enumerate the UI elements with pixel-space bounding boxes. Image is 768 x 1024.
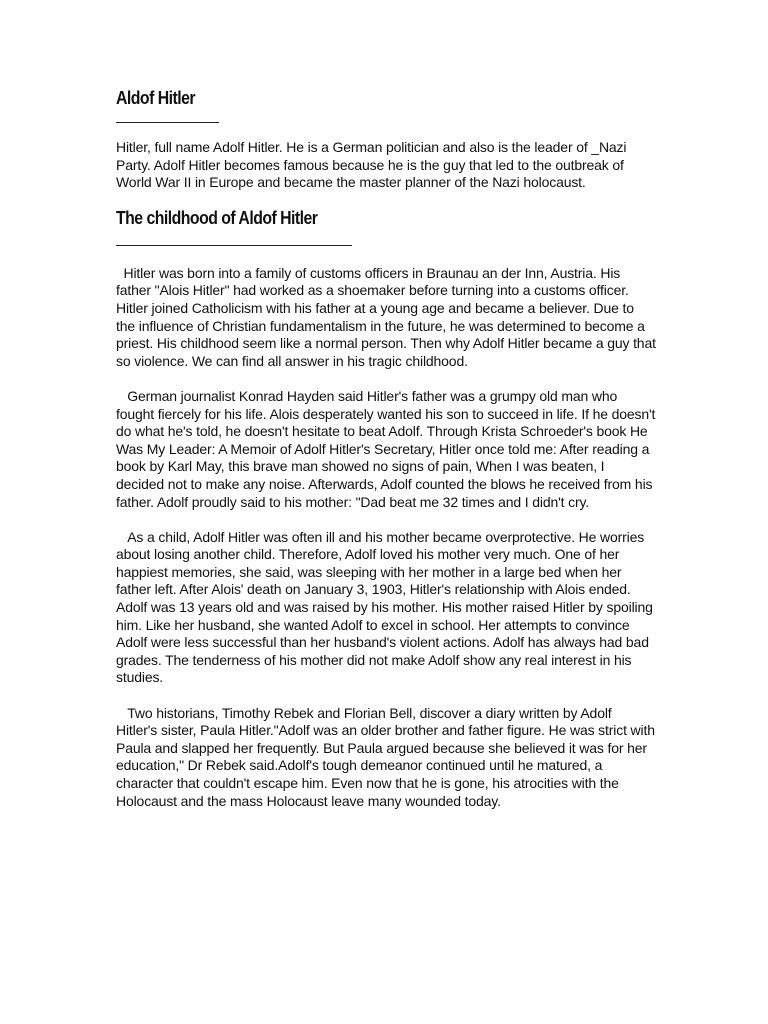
section-heading: The childhood of Aldof Hitler	[116, 207, 318, 228]
document-title: Aldof Hitler	[116, 88, 196, 108]
intro-paragraph: Hitler, full name Adolf Hitler. He is a German politician and also is the leader of _Nazi Party. Adolf Hitler becomes famous because he is the guy that led to the outbreak of World War II in Europe and became the master planner of the Nazi holocaust.	[116, 139, 631, 191]
title-underline	[116, 122, 219, 123]
document-content	[116, 86, 660, 810]
body-paragraph: Two historians, Timothy Rebek and Florian Bell, discover a diary written by Adolf Hitler's sister, Paula Hitler."Adolf was an older brother and father figure. He was strict with Paula and slapped her frequently. But Paula argued because she believed it was for her education," Dr Rebek said.Adolf's tough demeanor continued until he matured, a character that couldn't escape him. Even now that he is gone, his atrocities with the Holocaust and the mass Holocaust leave many wounded today.	[116, 704, 659, 809]
body-paragraph: German journalist Konrad Hayden said Hitler's father was a grumpy old man who fought fiercely for his life. Alois desperately wanted his son to succeed in life. If he doesn't do what he's told, he doesn't hesitate to beat Adolf. Through Krista Schroeder's book He Was My Leader: A Memoir of Adolf Hitler's Secretary, Hitler once told me: After reading a book by Karl May, this brave man showed no signs of pain, When I was beaten, I decided not to make any noise. Afterwards, Adolf counted the blows he received from his father. Adolf proudly said to his mother: "Dad beat me 32 times and I didn't cry.	[116, 387, 659, 510]
section-body	[116, 264, 660, 810]
body-paragraph: As a child, Adolf Hitler was often ill and his mother became overprotective. He worries about losing another child. Therefore, Adolf loved his mother very much. One of her happiest memories, she said, was sleeping with her mother in a large bed when her father left. After Alois' death on January 3, 1903, Hitler's relationship with Alois ended. Adolf was 13 years old and was raised by his mother. His mother raised Hitler by spoiling him. Like her husband, she wanted Adolf to excel in school. Her attempts to convince Adolf were less successful than her husband's violent actions. Adolf has always had bad grades. The tenderness of his mother did not make Adolf show any real interest in his studies.	[116, 528, 657, 686]
section-underline	[116, 245, 352, 246]
body-paragraph: Hitler was born into a family of customs officers in Braunau an der Inn, Austria. His father "Alois Hitler" had worked as a shoemaker before turning into a customs officer. Hitler joined Catholicism with his father at a young age and became a believer. Due to the influence of Christian fundamentalism in the future, he was determined to become a priest. His childhood seem like a normal person. Then why Adolf Hitler became a guy that so violence. We can find all answer in his tragic childhood.	[116, 264, 660, 369]
